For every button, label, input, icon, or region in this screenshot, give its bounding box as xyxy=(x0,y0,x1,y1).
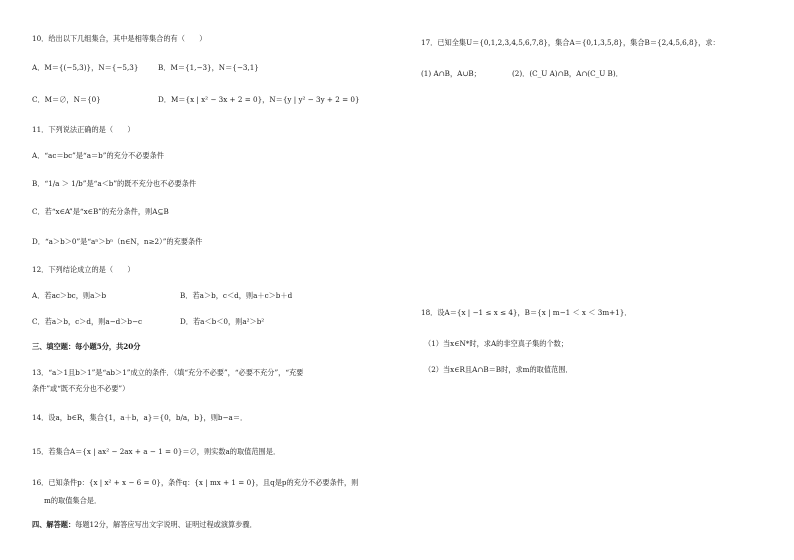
q10-stem: 10．给出以下几组集合，其中是相等集合的有（ ） xyxy=(32,34,207,43)
q14-end: ． xyxy=(240,413,248,422)
q11-option-c: C．若“x∈A”是“x∈B”的充分条件，则A⊆B xyxy=(32,207,169,216)
q11-option-b: B．“1/a ＞ 1/b”是“a＜b”的既不充分也不必要条件 xyxy=(32,179,197,188)
q10-option-c: C．M＝∅，N＝{0} xyxy=(32,95,101,104)
q13-tail: 条件．（填“充分不必要”，“必要不充分”，“充要 xyxy=(152,368,304,377)
q14-text: 14．设a，b∈R，集合{1，a＋b，a}＝{0，b/a，b}，则b−a＝ xyxy=(32,413,241,422)
q12-option-d: D．若a＜b＜0，则a²＞b² xyxy=(180,317,265,326)
section-4-desc: 每题12分，解答应写出文字说明、证明过程或演算步骤． xyxy=(75,520,257,529)
q10-option-b: B．M＝{1,−3}，N＝{−3,1} xyxy=(158,63,259,72)
q14-line xyxy=(32,413,247,423)
q16-end: ． xyxy=(93,496,102,505)
q16-line2 xyxy=(44,496,101,506)
q12-option-a: A．若ac＞bc，则a＞b xyxy=(32,291,107,300)
q15-end: ． xyxy=(272,447,281,456)
q15-text: 15．若集合A＝{x | ax² − 2ax + a − 1 = 0}＝∅，则实数a的取值范围是 xyxy=(32,447,273,456)
q18-part2: （2）当x∈R且A∩B＝B时，求m的取值范围． xyxy=(424,365,573,374)
q11-option-d: D．“a＞b＞0”是“aⁿ＞bⁿ（n∈N，n≥2）”的充要条件 xyxy=(32,237,203,246)
q16-line1: 16．已知条件p：{x | x² + x − 6 = 0}，条件q：{x | mx + 1 = 0}，且q是p的充分不必要条件，则 xyxy=(32,478,359,487)
q17-part1: (1) A∩B，A∪B； xyxy=(421,69,481,78)
q15-line xyxy=(32,447,280,457)
q10-option-a: A．M＝{(−5,3)}，N＝{−5,3} xyxy=(32,63,139,72)
q16-text: m的取值集合是 xyxy=(44,496,94,505)
q11-option-a: A．“ac＝bc”是“a＝b”的充分不必要条件 xyxy=(32,151,164,160)
q18-stem: 18．设A＝{x | −1 ≤ x ≤ 4}，B＝{x | m−1 ＜ x ＜ 3m+1}． xyxy=(421,308,632,317)
q17-stem: 17．已知全集U＝{0,1,2,3,4,5,6,7,8}，集合A＝{0,1,3,5,8}，集合B＝{2,4,5,6,8}，求： xyxy=(421,38,720,47)
q18-part1: （1）当x∈N*时，求A的非空真子集的个数； xyxy=(424,339,569,348)
q13-text: 13．“a＞1且b＞1”是“ab＞1”成立的 xyxy=(32,368,153,377)
section-3-label: 三、填空题： xyxy=(32,342,76,351)
q10-option-d: D．M＝{x | x² − 3x + 2 = 0}，N＝{y | y² − 3y + 2 = 0} xyxy=(158,95,360,104)
q12-option-b: B．若a＞b，c＜d，则a＋c＞b＋d xyxy=(180,291,293,300)
section-4-label: 四、解答题： xyxy=(32,520,76,529)
q12-option-c: C．若a＞b，c＞d，则a−d＞b−c xyxy=(32,317,143,326)
q13-line2: 条件”或“既不充分也不必要”） xyxy=(32,384,130,393)
section-4-heading xyxy=(32,520,257,530)
section-3-desc: 每小题5分，共20分 xyxy=(75,342,141,351)
q13-line1 xyxy=(32,368,303,378)
q17-part2: (2)．(C_U A)∩B，A∩(C_U B)． xyxy=(512,69,623,78)
q12-stem: 12．下列结论成立的是（ ） xyxy=(32,265,135,274)
section-3-heading xyxy=(32,342,140,352)
q11-stem: 11．下列说法正确的是（ ） xyxy=(32,125,135,134)
